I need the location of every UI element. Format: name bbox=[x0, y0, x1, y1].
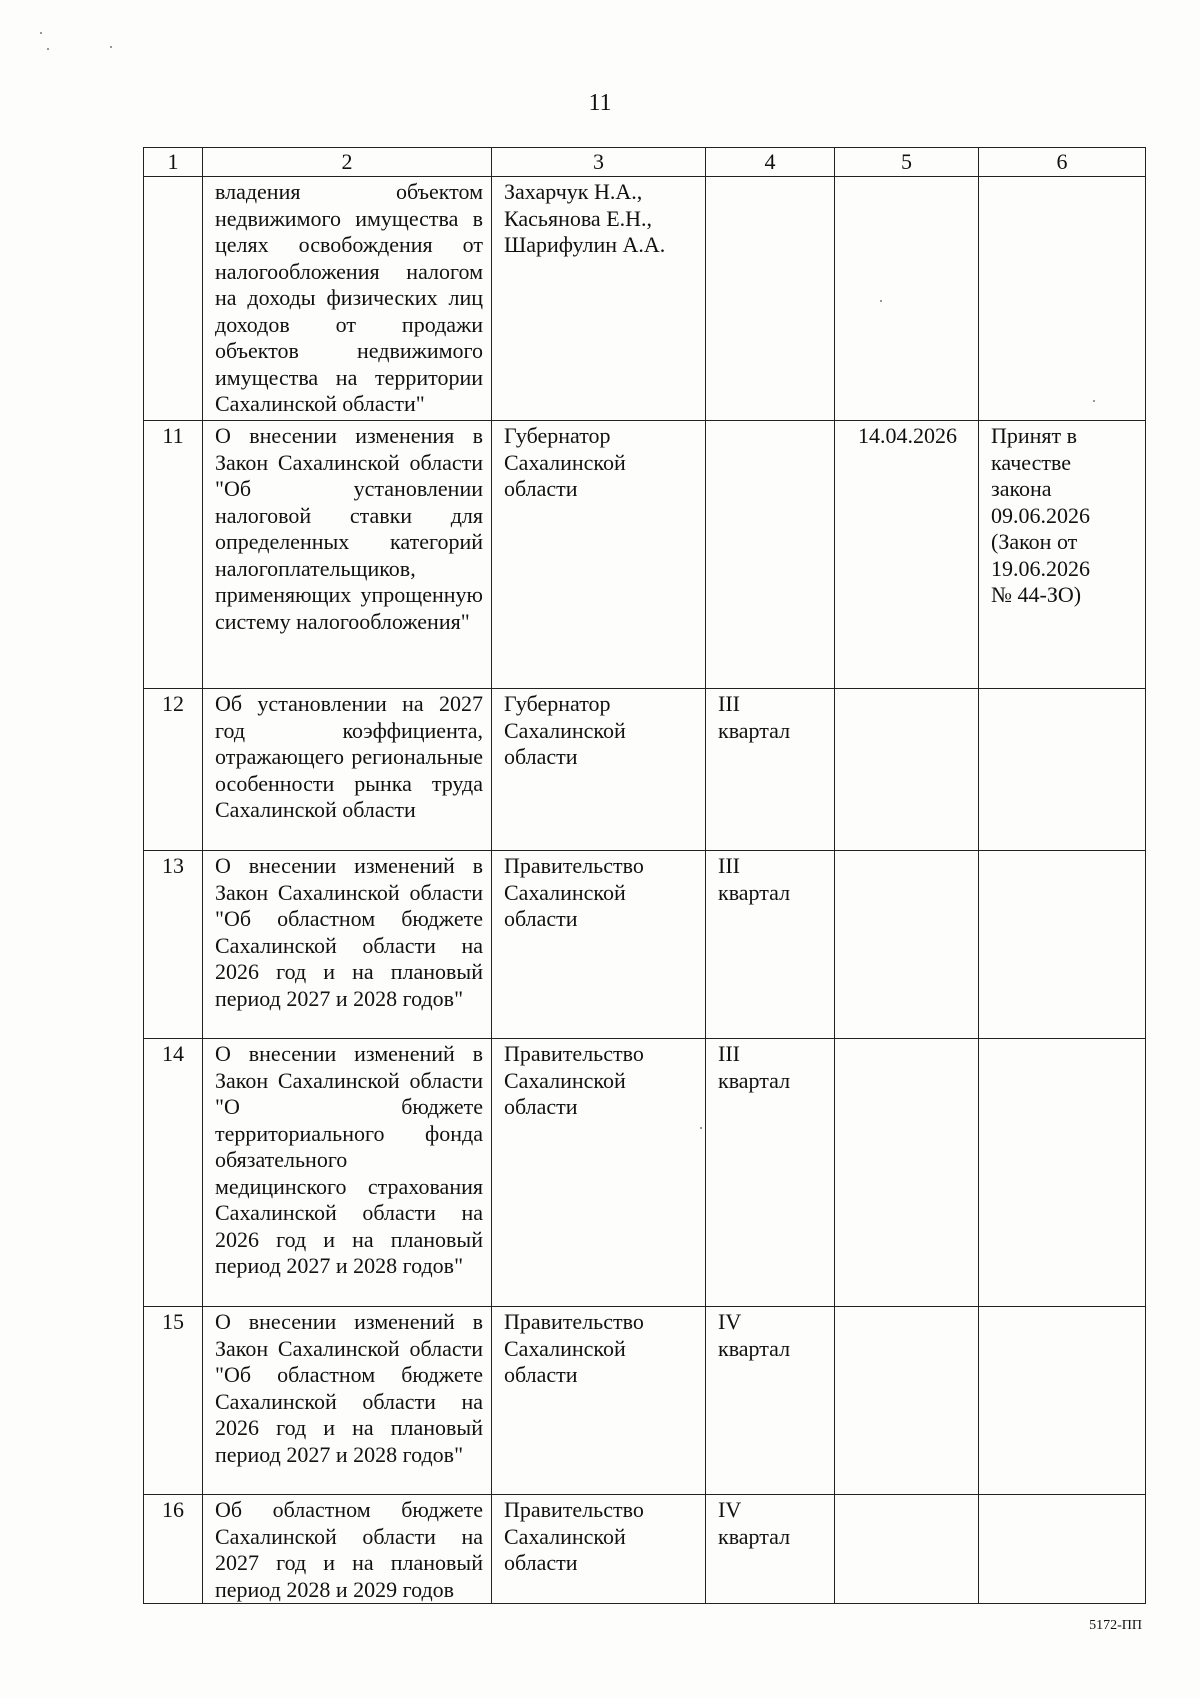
row-responsible: Правительство Сахалинской области bbox=[492, 851, 706, 1039]
table-row bbox=[144, 177, 1146, 421]
table-row bbox=[144, 1495, 1146, 1604]
row-date bbox=[835, 1307, 979, 1495]
legislation-plan-table bbox=[143, 147, 1146, 1604]
header-cell-2: 2 bbox=[203, 148, 492, 177]
header-cell-5: 5 bbox=[835, 148, 979, 177]
row-responsible: Правительство Сахалинской области bbox=[492, 1307, 706, 1495]
table-row bbox=[144, 689, 1146, 851]
scan-speck bbox=[880, 300, 882, 302]
row-number: 14 bbox=[144, 1039, 203, 1307]
page-number: 11 bbox=[588, 90, 612, 116]
row-date bbox=[835, 1495, 979, 1604]
header-cell-3: 3 bbox=[492, 148, 706, 177]
row-title: Об областном бюджете Сахалинской области на 2027 год и на плановый период 2028 и 2029 годов bbox=[203, 1495, 492, 1604]
row-date: 14.04.2026 bbox=[835, 421, 979, 689]
scan-speck bbox=[47, 48, 49, 50]
row-title: владения объектом недвижимого имущества в целях освобождения от налогообложения налогом на доходы физических лиц доходов от продажи объектов недвижимого имущества на территории Сахалинской области" bbox=[203, 177, 492, 421]
scan-speck bbox=[110, 46, 112, 48]
header-cell-1: 1 bbox=[144, 148, 203, 177]
table-header bbox=[144, 148, 1146, 177]
row-title: Об установлении на 2027 год коэффициента, отражающего региональные особенности рынка труда Сахалинской области bbox=[203, 689, 492, 851]
row-period: IV квартал bbox=[706, 1307, 835, 1495]
table-row bbox=[144, 851, 1146, 1039]
row-responsible: Правительство Сахалинской области bbox=[492, 1039, 706, 1307]
table-body bbox=[144, 177, 1146, 1604]
row-title: О внесении изменений в Закон Сахалинской области "Об областном бюджете Сахалинской области на 2026 год и на плановый период 2027 и 2028 годов" bbox=[203, 851, 492, 1039]
row-period bbox=[706, 177, 835, 421]
row-number: 11 bbox=[144, 421, 203, 689]
row-date bbox=[835, 177, 979, 421]
row-date bbox=[835, 689, 979, 851]
row-number: 12 bbox=[144, 689, 203, 851]
row-responsible: Захарчук Н.А., Касьянова Е.Н., Шарифулин А.А. bbox=[492, 177, 706, 421]
row-period: IV квартал bbox=[706, 1495, 835, 1604]
row-period bbox=[706, 421, 835, 689]
row-title: О внесении изменения в Закон Сахалинской области "Об установлении налоговой ставки для определенных категорий налогоплательщиков, применяющих упрощенную систему налогообложения" bbox=[203, 421, 492, 689]
table-row bbox=[144, 421, 1146, 689]
scan-speck bbox=[40, 32, 42, 34]
row-note bbox=[979, 177, 1146, 421]
row-note bbox=[979, 1307, 1146, 1495]
row-note bbox=[979, 851, 1146, 1039]
header-cell-4: 4 bbox=[706, 148, 835, 177]
row-period: III квартал bbox=[706, 851, 835, 1039]
row-responsible: Губернатор Сахалинской области bbox=[492, 421, 706, 689]
row-note bbox=[979, 1495, 1146, 1604]
header-row bbox=[144, 148, 1146, 177]
header-cell-6: 6 bbox=[979, 148, 1146, 177]
row-number bbox=[144, 177, 203, 421]
table-row bbox=[144, 1307, 1146, 1495]
row-note: Принят в качестве закона 09.06.2026 (Закон от 19.06.2026 № 44-ЗО) bbox=[979, 421, 1146, 689]
row-number: 13 bbox=[144, 851, 203, 1039]
row-date bbox=[835, 851, 979, 1039]
row-title: О внесении изменений в Закон Сахалинской области "Об областном бюджете Сахалинской области на 2026 год и на плановый период 2027 и 2028 годов" bbox=[203, 1307, 492, 1495]
row-period: III квартал bbox=[706, 1039, 835, 1307]
scan-speck bbox=[700, 1127, 702, 1129]
row-note bbox=[979, 1039, 1146, 1307]
row-title: О внесении изменений в Закон Сахалинской области "О бюджете территориального фонда обязательного медицинского страхования Сахалинской области на 2026 год и на плановый период 2027 и 2028 годов" bbox=[203, 1039, 492, 1307]
row-responsible: Правительство Сахалинской области bbox=[492, 1495, 706, 1604]
document-code: 5172-ПП bbox=[1089, 1618, 1142, 1633]
row-number: 16 bbox=[144, 1495, 203, 1604]
scan-speck bbox=[1093, 400, 1095, 402]
row-number: 15 bbox=[144, 1307, 203, 1495]
row-responsible: Губернатор Сахалинской области bbox=[492, 689, 706, 851]
row-note bbox=[979, 689, 1146, 851]
row-date bbox=[835, 1039, 979, 1307]
table-row bbox=[144, 1039, 1146, 1307]
row-period: III квартал bbox=[706, 689, 835, 851]
